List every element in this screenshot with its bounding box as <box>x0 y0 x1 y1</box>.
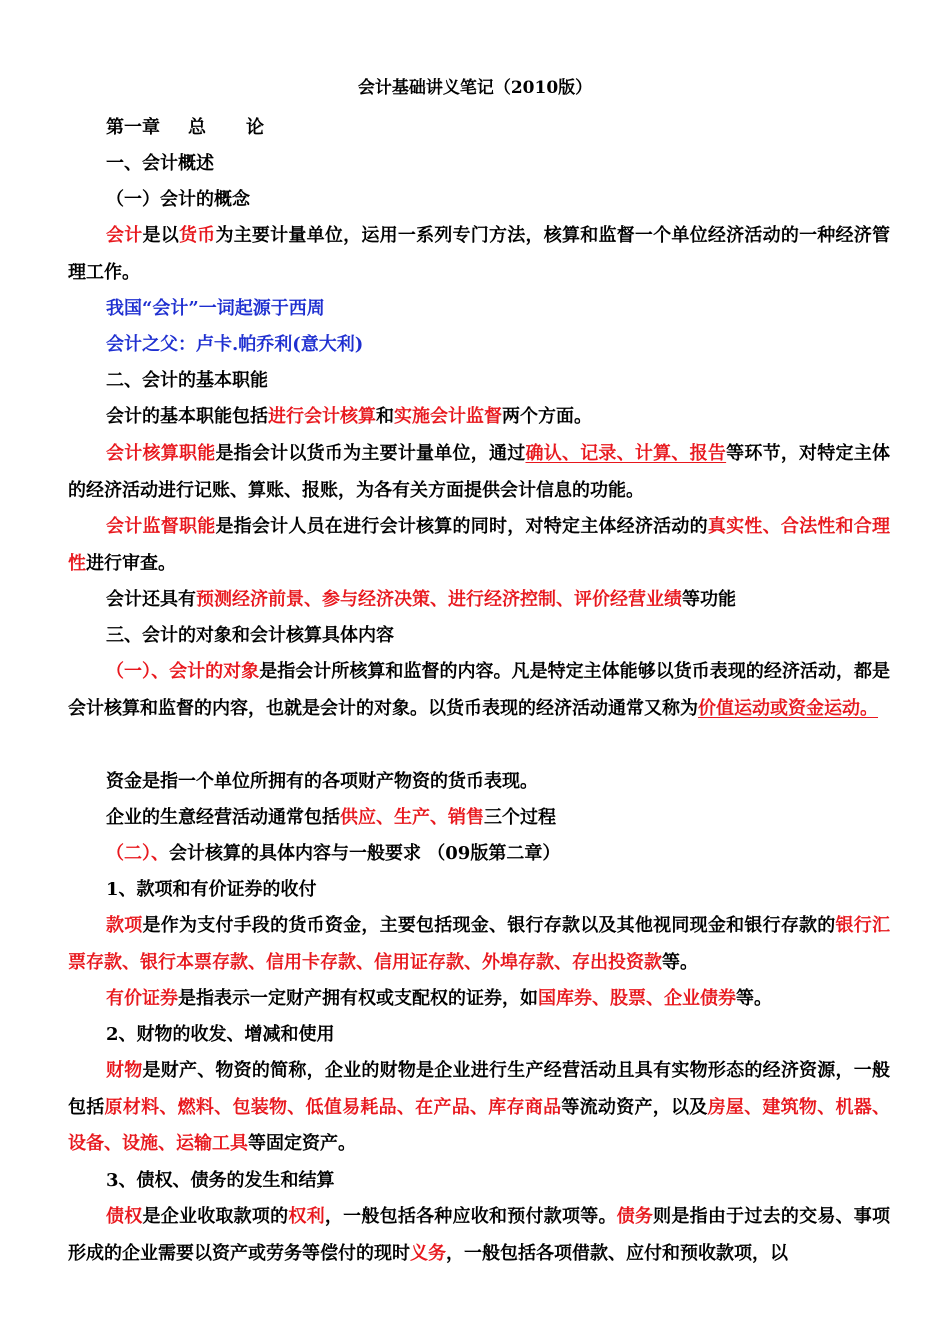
term-property: 财物 <box>106 1060 143 1081</box>
section-heading-1: 一、会计概述 <box>106 153 214 174</box>
term-calc-function: 会计核算职能 <box>106 443 216 464</box>
term-debts: 债务 <box>616 1206 654 1227</box>
term-securities: 有价证券 <box>106 988 178 1009</box>
item-heading-1: 1、款项和有价证券的收付 <box>106 879 317 900</box>
note-origin: 我国“会计”一词起源于西周 <box>106 298 325 319</box>
chapter-title-part2: 论 <box>246 117 264 138</box>
term-currency: 货币 <box>178 225 216 246</box>
term-accounting: 会计 <box>106 225 143 246</box>
term-claims: 债权 <box>106 1206 143 1227</box>
paragraph-capital-definition: 资金是指一个单位所拥有的各项财产物资的货币表现。 <box>106 771 538 792</box>
term-accounting-object: （一）、会计的对象 <box>106 661 260 682</box>
term-accounting-supervision: 实施会计监督 <box>394 406 502 427</box>
item-heading-3: 3、债权、债务的发生和结算 <box>106 1170 335 1191</box>
term-obligations: 义务 <box>410 1242 446 1264</box>
term-processes: 供应、生产、销售 <box>340 807 484 828</box>
term-rights: 权利 <box>288 1206 325 1227</box>
subsection-heading-3-2: （二）、会计核算的具体内容与一般要求 （09版第二章） <box>106 843 561 864</box>
term-funds: 款项 <box>106 915 143 936</box>
chapter-heading <box>68 110 890 147</box>
paragraph-calc-function: 会计核算职能是指会计以货币为主要计量单位，通过确认、记录、计算、报告等环节，对特定主体的经济活动进行记账、算账、报账，为各有关方面提供会计信息的功能。 <box>68 443 891 501</box>
paragraph-accounting-object: （一）、会计的对象是指会计所核算和监督的内容。凡是特定主体能够以货币表现的经济活动，都是会计核算和监督的内容，也就是会计的对象。以货币表现的经济活动通常又称为价值运动或资金运动。 <box>68 661 891 719</box>
item-heading-2: 2、财物的收发、增减和使用 <box>106 1024 335 1045</box>
paragraph-other-functions: 会计还具有预测经济前景、参与经济决策、进行经济控制、评价经营业绩等功能 <box>106 589 736 610</box>
term-deposit-types: 银行汇票存款、银行本票存款、信用卡存款、信用证存款、外埠存款、存出投资款 <box>68 915 891 973</box>
section-heading-3: 三、会计的对象和会计核算具体内容 <box>106 625 394 646</box>
chapter-title-part1: 总 <box>188 117 206 138</box>
document-title: 会计基础讲义笔记（2010版） <box>357 78 593 98</box>
paragraph-claims-debts: 债权是企业收取款项的权利，一般包括各种应收和预付款项等。债务则是指由于过去的交易、事项形成的企业需要以资产或劳务等偿付的现时义务，一般包括各项借款、应付和预收款项，以 <box>68 1206 891 1264</box>
term-value-movement: 价值运动或资金运动 <box>698 697 860 719</box>
chapter-number: 第一章 <box>106 117 160 138</box>
term-supervision-function: 会计监督职能 <box>106 516 216 537</box>
paragraph-supervision-function: 会计监督职能是指会计人员在进行会计核算的同时，对特定主体经济活动的真实性、合法性和合理性进行审查。 <box>68 516 891 574</box>
section-heading-2: 二、会计的基本职能 <box>106 370 268 391</box>
paragraph-property: 财物是财产、物资的简称，企业的财物是企业进行生产经营活动且具有实物形态的经济资源，一般包括原材料、燃料、包装物、低值易耗品、在产品、库存商品等流动资产，以及房屋、建筑物、机器、设备、设施、运输工具等固定资产。 <box>68 1060 891 1155</box>
term-security-types: 国库券、股票、企业债券 <box>538 988 736 1009</box>
paragraph-accounting-definition: 会计是以货币为主要计量单位，运用一系列专门方法，核算和监督一个单位经济活动的一种经济管理工作。 <box>68 225 891 283</box>
term-other-functions: 预测经济前景、参与经济决策、进行经济控制、评价经营业绩 <box>196 589 682 610</box>
term-calc-steps: 确认、记录、计算、报告 <box>525 443 727 464</box>
paragraph-business-processes: 企业的生意经营活动通常包括供应、生产、销售三个过程 <box>106 807 556 828</box>
note-father-of-accounting: 会计之父：卢卡.帕乔利(意大利) <box>106 334 364 355</box>
paragraph-funds: 款项是作为支付手段的货币资金，主要包括现金、银行存款以及其他视同现金和银行存款的银行汇票存款、银行本票存款、信用卡存款、信用证存款、外埠存款、存出投资款等。 <box>68 915 891 973</box>
paragraph-basic-functions: 会计的基本职能包括进行会计核算和实施会计监督两个方面。 <box>106 406 592 427</box>
subsection-heading-1-1: （一）会计的概念 <box>106 189 250 210</box>
term-fixed-assets: 房屋、建筑物、机器、设备、设施、运输工具 <box>68 1096 891 1155</box>
term-accounting-calc: 进行会计核算 <box>268 406 376 427</box>
term-current-assets: 原材料、燃料、包装物、低值易耗品、在产品、库存商品 <box>104 1096 562 1118</box>
term-supervision-criteria: 真实性、合法性和合理性 <box>68 516 891 574</box>
paragraph-securities: 有价证券是指表示一定财产拥有权或支配权的证券，如国库券、股票、企业债券等。 <box>106 988 772 1009</box>
